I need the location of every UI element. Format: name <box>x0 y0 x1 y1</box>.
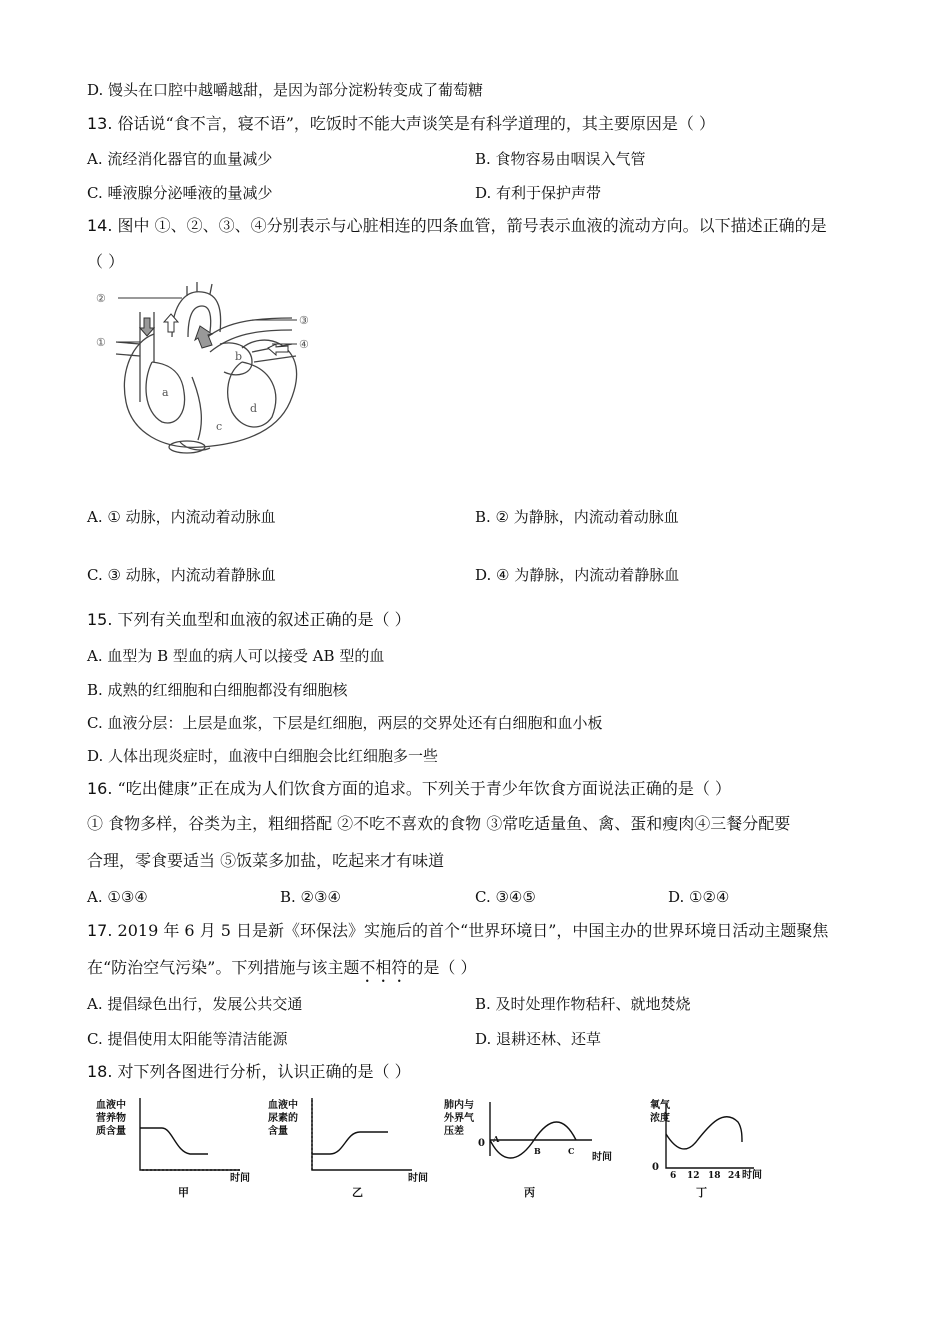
bing-ylabel-3: 压差 <box>444 1126 464 1137</box>
label-3: ③ <box>299 314 309 327</box>
jia-ylabel-1: 血液中 <box>96 1100 126 1111</box>
q14-option-a: A. ① 动脉，内流动着动脉血 <box>87 508 276 526</box>
ding-axes <box>666 1104 754 1168</box>
q16-statements-2: 合理，零食要适当 ⑤饭菜多加盐，吃起来才有味道 <box>87 851 445 870</box>
q14-number: 14. <box>87 216 113 235</box>
q17-emphasis: 不相符 <box>359 958 408 977</box>
q14-option-b: B. ② 为静脉，内流动着动脉血 <box>475 508 679 526</box>
ding-xlabel: 时间 <box>742 1170 762 1181</box>
q14-stem-paren: （ ） <box>87 252 125 271</box>
label-4: ④ <box>299 338 309 351</box>
yi-xlabel: 时间 <box>408 1173 428 1184</box>
ding-ylabel-1: 氧气 <box>650 1100 670 1111</box>
q17-stem-part1: 在“防治空气污染”。下列措施与该主题 <box>87 958 360 977</box>
arrow-up-icon <box>164 314 178 332</box>
jia-axes <box>140 1098 240 1170</box>
yi-ylabel-2: 尿素的 <box>268 1113 298 1124</box>
q15-stem <box>87 610 411 630</box>
chamber-d <box>228 362 276 427</box>
q16-stem <box>87 779 731 799</box>
ding-ylabel-2: 浓度 <box>650 1113 670 1124</box>
q16-option-b: B. ②③④ <box>280 888 341 906</box>
q17-stem-text: 2019 年 6 月 5 日是新《环保法》实施后的首个“世界环境日”，中国主办的世界环境日活动主题聚焦 <box>112 921 829 940</box>
q16-statements-1: ① 食物多样，谷类为主，粗细搭配 ②不吃不喜欢的食物 ③常吃适量鱼、禽、蛋和瘦肉④三餐分配要 <box>87 814 791 833</box>
q14-stem <box>87 216 827 236</box>
q17-stem <box>87 921 828 941</box>
ding-curve <box>666 1117 742 1149</box>
bing-ylabel-1: 肺内与 <box>444 1100 474 1111</box>
q16-number: 16. <box>87 779 113 798</box>
q18-number: 18. <box>87 1062 113 1081</box>
heart-diagram <box>92 282 324 458</box>
q16-option-c: C. ③④⑤ <box>475 888 536 906</box>
q16-option-a: A. ①③④ <box>87 888 148 906</box>
ding-origin: 0 <box>652 1162 659 1173</box>
q13-number: 13. <box>87 114 113 133</box>
q15-number: 15. <box>87 610 113 629</box>
q13-option-a: A. 流经消化器官的血量减少 <box>87 150 273 168</box>
q18-stem <box>87 1062 411 1082</box>
bing-caption: 丙 <box>524 1186 535 1199</box>
label-a: a <box>162 386 169 399</box>
q12-option-d: D. 馒头在口腔中越嚼越甜，是因为部分淀粉转变成了葡萄糖 <box>87 81 484 99</box>
yi-ylabel-3: 含量 <box>268 1126 288 1137</box>
q14-stem-text: 图中 ①、②、③、④分别表示与心脏相连的四条血管，箭号表示血液的流动方向。以下描述正确的是 <box>112 216 827 235</box>
q17-option-a: A. 提倡绿色出行，发展公共交通 <box>87 995 303 1013</box>
ding-tick-24: 24 <box>728 1171 741 1181</box>
bing-axes <box>490 1102 592 1156</box>
q13-option-d: D. 有利于保护声带 <box>475 184 602 202</box>
bing-xlabel: 时间 <box>592 1152 612 1163</box>
yi-caption: 乙 <box>352 1186 363 1199</box>
aorta-arch <box>172 292 221 337</box>
arrow-down-icon <box>140 318 154 336</box>
yi-axes <box>312 1098 412 1170</box>
q17-stem-part3: 的是（ ） <box>407 958 477 977</box>
q16-stem-text: “吃出健康”正在成为人们饮食方面的追求。下列关于青少年饮食方面说法正确的是（ ） <box>112 779 731 798</box>
ding-tick-6: 6 <box>670 1171 677 1181</box>
q13-stem <box>87 114 715 134</box>
jia-ylabel-2: 营养物 <box>96 1113 126 1124</box>
q17-number: 17. <box>87 921 113 940</box>
q13-option-b: B. 食物容易由咽误入气管 <box>475 150 646 168</box>
ding-caption: 丁 <box>696 1186 707 1199</box>
q18-stem-text: 对下列各图进行分析，认识正确的是（ ） <box>112 1062 411 1081</box>
jia-ylabel-3: 质含量 <box>96 1126 126 1137</box>
q17-option-c: C. 提倡使用太阳能等清洁能源 <box>87 1030 288 1048</box>
label-2: ② <box>96 292 106 305</box>
label-c: c <box>216 420 223 433</box>
label-b: b <box>235 350 243 363</box>
bing-point-a: A <box>493 1134 500 1144</box>
bing-ylabel-2: 外界气 <box>444 1113 474 1124</box>
q13-stem-text: 俗话说“食不言，寝不语”，吃饭时不能大声谈笑是有科学道理的，其主要原因是（ ） <box>112 114 715 133</box>
yi-curve <box>312 1132 388 1154</box>
arrow-diag-icon <box>195 326 212 348</box>
ding-tick-18: 18 <box>708 1171 721 1181</box>
q17-option-b: B. 及时处理作物秸秆、就地焚烧 <box>475 995 691 1013</box>
ding-tick-12: 12 <box>687 1171 700 1181</box>
label-d: d <box>250 402 258 415</box>
bing-point-c: C <box>568 1146 575 1156</box>
q15-option-b: B. 成熟的红细胞和白细胞都没有细胞核 <box>87 681 348 699</box>
jia-xlabel: 时间 <box>230 1173 250 1184</box>
jia-curve <box>140 1128 208 1154</box>
q17-option-d: D. 退耕还林、还草 <box>475 1030 602 1048</box>
yi-ylabel-1: 血液中 <box>268 1100 298 1111</box>
q17-stem-line2 <box>87 958 476 986</box>
q13-option-c: C. 唾液腺分泌唾液的量减少 <box>87 184 273 202</box>
q15-stem-text: 下列有关血型和血液的叙述正确的是（ ） <box>112 610 411 629</box>
q14-option-c: C. ③ 动脉，内流动着静脉血 <box>87 566 276 584</box>
septum <box>192 377 201 440</box>
label-1: ① <box>96 336 106 349</box>
q16-option-d: D. ①②④ <box>668 888 730 906</box>
jia-caption: 甲 <box>178 1186 189 1199</box>
q15-option-a: A. 血型为 B 型血的病人可以接受 AB 型的血 <box>87 647 385 665</box>
q14-option-d: D. ④ 为静脉，内流动着静脉血 <box>475 566 680 584</box>
bing-point-b: B <box>534 1146 541 1156</box>
q15-option-c: C. 血液分层：上层是血浆，下层是红细胞，两层的交界处还有白细胞和血小板 <box>87 714 603 732</box>
q18-graphs <box>90 1094 780 1204</box>
q15-option-d: D. 人体出现炎症时，血液中白细胞会比红细胞多一些 <box>87 747 439 765</box>
bing-origin: 0 <box>478 1138 485 1149</box>
